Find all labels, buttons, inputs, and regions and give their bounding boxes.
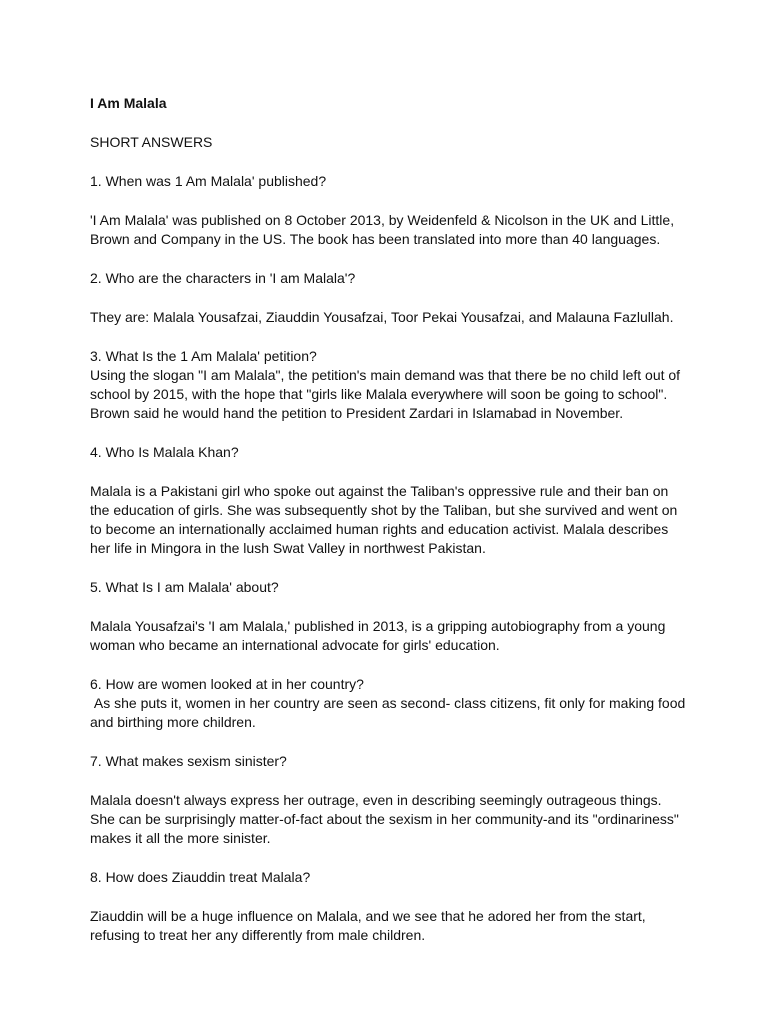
answer-1: 'I Am Malala' was published on 8 October 2013, by Weidenfeld & Nicolson in the UK and Little, Brown and Company in the US. The book has been translated into more than 40 languages. [90, 212, 675, 247]
question-5: 5. What Is I am Malala' about? [90, 579, 279, 595]
question-7: 7. What makes sexism sinister? [90, 753, 287, 769]
qa-item-7 [90, 752, 690, 848]
question-2: 2. Who are the characters in 'I am Malala'? [90, 270, 356, 286]
qa-item-3 [90, 347, 690, 423]
answer-8: Ziauddin will be a huge influence on Malala, and we see that he adored her from the start, refusing to treat her any differently from male children. [90, 908, 646, 943]
question-8: 8. How does Ziauddin treat Malala? [90, 869, 311, 885]
document-page [90, 94, 690, 965]
question-3: 3. What Is the 1 Am Malala' petition? [90, 348, 317, 364]
answer-7: Malala doesn't always express her outrage, even in describing seemingly outrageous things. She can be surprisingly matter-of-fact about the sexism in her community-and its "ordinariness" makes it all the more sinister. [90, 792, 679, 846]
qa-item-2 [90, 269, 690, 327]
answer-5: Malala Yousafzai's 'I am Malala,' published in 2013, is a gripping autobiography from a young woman who became an international advocate for girls' education. [90, 618, 666, 653]
document-title: I Am Malala [90, 95, 167, 111]
answer-3: Using the slogan "I am Malala", the petition's main demand was that there be no child left out of school by 2015, with the hope that "girls like Malala everywhere will soon be going to school". Brown said he would hand the petition to President Zardari in Islamabad in November. [90, 367, 681, 421]
answer-6: As she puts it, women in her country are seen as second- class citizens, fit only for making food and birthing more children. [90, 695, 686, 730]
qa-item-5 [90, 578, 690, 655]
qa-item-6 [90, 675, 690, 732]
section-heading: SHORT ANSWERS [90, 134, 213, 150]
qa-item-8 [90, 868, 690, 945]
qa-item-1 [90, 172, 690, 249]
question-4: 4. Who Is Malala Khan? [90, 444, 239, 460]
question-6: 6. How are women looked at in her country? [90, 676, 364, 692]
answer-2: They are: Malala Yousafzai, Ziauddin Yousafzai, Toor Pekai Yousafzai, and Malauna Fazlullah. [90, 309, 674, 325]
answer-4: Malala is a Pakistani girl who spoke out against the Taliban's oppressive rule and their ban on the education of girls. She was subsequently shot by the Taliban, but she survived and went on to become an internationally acclaimed human rights and education activist. Malala describes her life in Mingora in the lush Swat Valley in northwest Pakistan. [90, 483, 678, 556]
question-1: 1. When was 1 Am Malala' published? [90, 173, 327, 189]
qa-item-4 [90, 443, 690, 558]
